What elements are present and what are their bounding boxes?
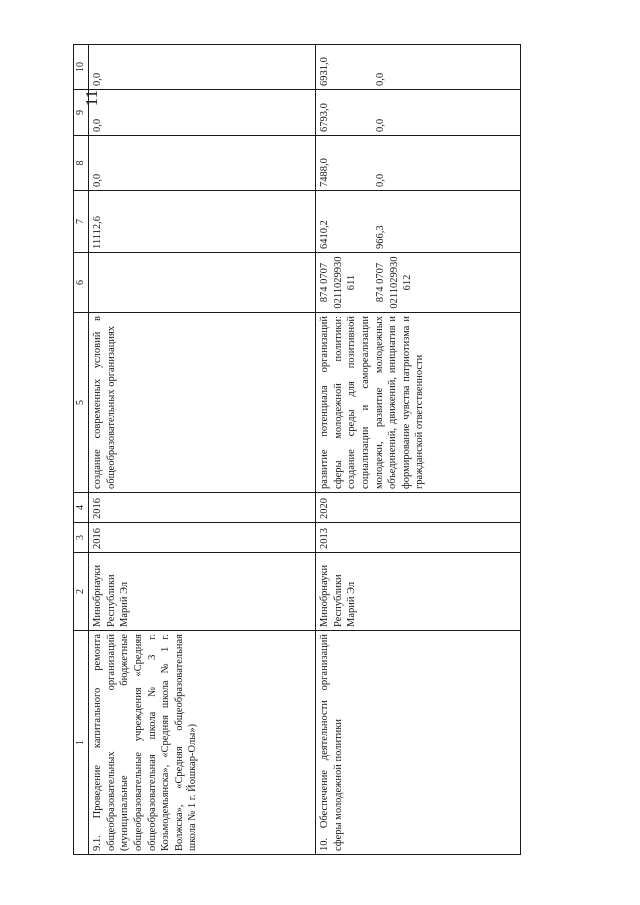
result-cell: создание современных условий в общеобразовательных организациях — [89, 313, 316, 493]
end-year-cell: 2020 — [316, 493, 521, 523]
header-row — [74, 45, 89, 855]
measure-name-cell: 9.1. Проведение капитального ремонта общеобразовательных организаций (муниципальные бюджетные общеобразовательные учреждения «Средняя общеобразовательная школа № 3 г. Козьмодемьянска», «Средняя школа № 1 г. Волжска», «Средняя общеобразовательная школа № 1 г. Йошкар-Олы») — [89, 631, 316, 855]
header-cell-10: 10 — [74, 45, 89, 90]
value-cell-8 — [89, 136, 316, 191]
budget-code: 874 0707 0211029930 611 — [319, 256, 358, 309]
result-cell: развитие потенциала организаций сферы молодежной политики: создание среды для позитивной социализации и самореализации молодежи, развитие молодежных объединений, движений, инициатив и формирование чувства патриотизма и гражданской ответственности — [316, 313, 521, 493]
program-table — [73, 44, 521, 855]
value-cell-9 — [316, 90, 521, 136]
measure-name-cell: 10. Обеспечение деятельности организаций сферы молодежной политики — [316, 631, 521, 855]
value-cell-9 — [89, 90, 316, 136]
header-cell-6: 6 — [74, 253, 89, 313]
value: 7488,0 — [319, 158, 330, 187]
budget-code: 874 0707 0211029930 612 — [375, 256, 414, 309]
value-cell-8 — [316, 136, 521, 191]
value: 11112,6 — [92, 216, 103, 249]
header-cell-2: 2 — [74, 553, 89, 631]
header-cell-1: 1 — [74, 631, 89, 855]
budget-code-cell — [89, 253, 316, 313]
header-cell-3: 3 — [74, 523, 89, 553]
start-year-cell: 2016 — [89, 523, 316, 553]
value: 0,0 — [375, 72, 386, 86]
value-cell-10 — [316, 45, 521, 90]
start-year-cell: 2013 — [316, 523, 521, 553]
value: 0,0 — [375, 173, 386, 187]
table-row — [89, 45, 316, 855]
page-number: 11 — [82, 89, 101, 107]
value: 0,0 — [92, 118, 103, 132]
value-cell-7 — [89, 191, 316, 253]
value: 966,3 — [375, 225, 386, 249]
value: 6793,0 — [319, 103, 330, 132]
executor-cell: Минобрнауки Республики Марий Эл — [316, 553, 521, 631]
header-cell-8: 8 — [74, 136, 89, 191]
header-cell-9: 9 — [74, 90, 89, 136]
header-cell-7: 7 — [74, 191, 89, 253]
end-year-cell: 2016 — [89, 493, 316, 523]
value: 6410,2 — [319, 220, 330, 249]
executor-cell: Минобрнауки Республики Марий Эл — [89, 553, 316, 631]
value: 0,0 — [92, 173, 103, 187]
value-cell-10 — [89, 45, 316, 90]
table-row — [316, 45, 521, 855]
header-cell-5: 5 — [74, 313, 89, 493]
budget-code-cell — [316, 253, 521, 313]
header-cell-4: 4 — [74, 493, 89, 523]
value: 6931,0 — [319, 57, 330, 86]
value-cell-7 — [316, 191, 521, 253]
rotated-table-container — [73, 45, 526, 855]
value: 0,0 — [92, 72, 103, 86]
value: 0,0 — [375, 118, 386, 132]
